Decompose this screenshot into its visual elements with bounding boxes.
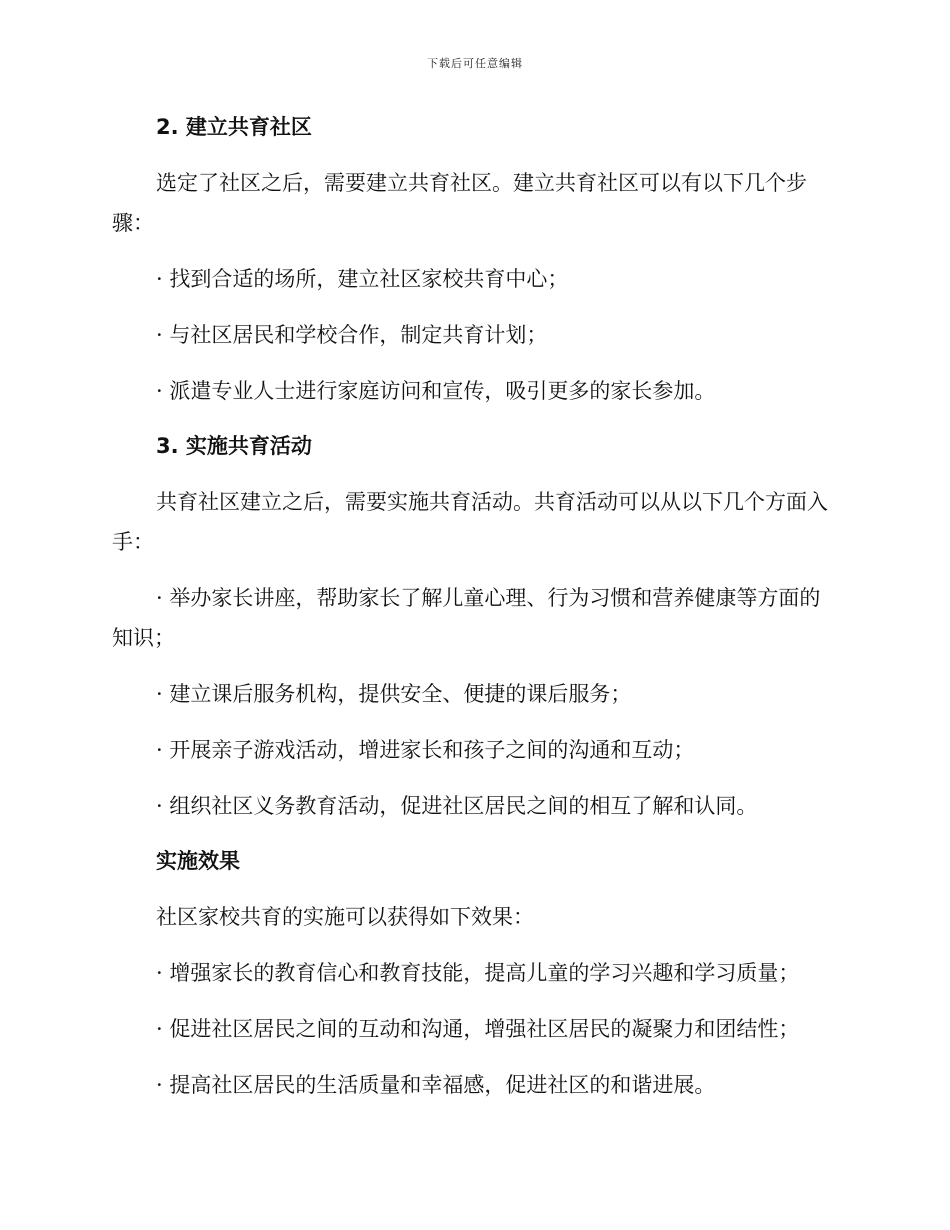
section-heading-implement-activities: 3. 实施共育活动 [156, 434, 312, 458]
list-item: · 举办家长讲座，帮助家长了解儿童心理、行为习惯和营养健康等方面的知识； [112, 586, 821, 650]
page-header: 下载后可任意编辑 [427, 57, 523, 70]
list-item: · 找到合适的场所，建立社区家校共育中心； [156, 267, 569, 291]
list-item: · 与社区居民和学校合作，制定共育计划； [156, 323, 548, 347]
section-intro-effects: 社区家校共育的实施可以获得如下效果： [156, 905, 534, 929]
section-heading-effects: 实施效果 [156, 849, 240, 873]
list-item: · 开展亲子游戏活动，增进家长和孩子之间的沟通和互动； [156, 738, 695, 762]
section-intro-implement-activities: 共育社区建立之后，需要实施共育活动。共育活动可以从以下几个方面入手： [112, 490, 828, 554]
list-item: · 增强家长的教育信心和教育技能，提高儿童的学习兴趣和学习质量； [156, 961, 800, 985]
list-item: · 促进社区居民之间的互动和沟通，增强社区居民的凝聚力和团结性； [156, 1017, 800, 1041]
document-body [112, 108, 832, 1121]
list-item: · 派遣专业人士进行家庭访问和宣传，吸引更多的家长参加。 [156, 379, 716, 403]
list-item: · 提高社区居民的生活质量和幸福感，促进社区的和谐进展。 [156, 1073, 716, 1097]
list-item: · 组织社区义务教育活动，促进社区居民之间的相互了解和认同。 [156, 794, 758, 818]
section-intro-build-community: 选定了社区之后，需要建立共育社区。建立共育社区可以有以下几个步骤： [112, 171, 807, 235]
section-heading-build-community: 2. 建立共育社区 [156, 115, 312, 139]
list-item: · 建立课后服务机构，提供安全、便捷的课后服务； [156, 682, 632, 706]
